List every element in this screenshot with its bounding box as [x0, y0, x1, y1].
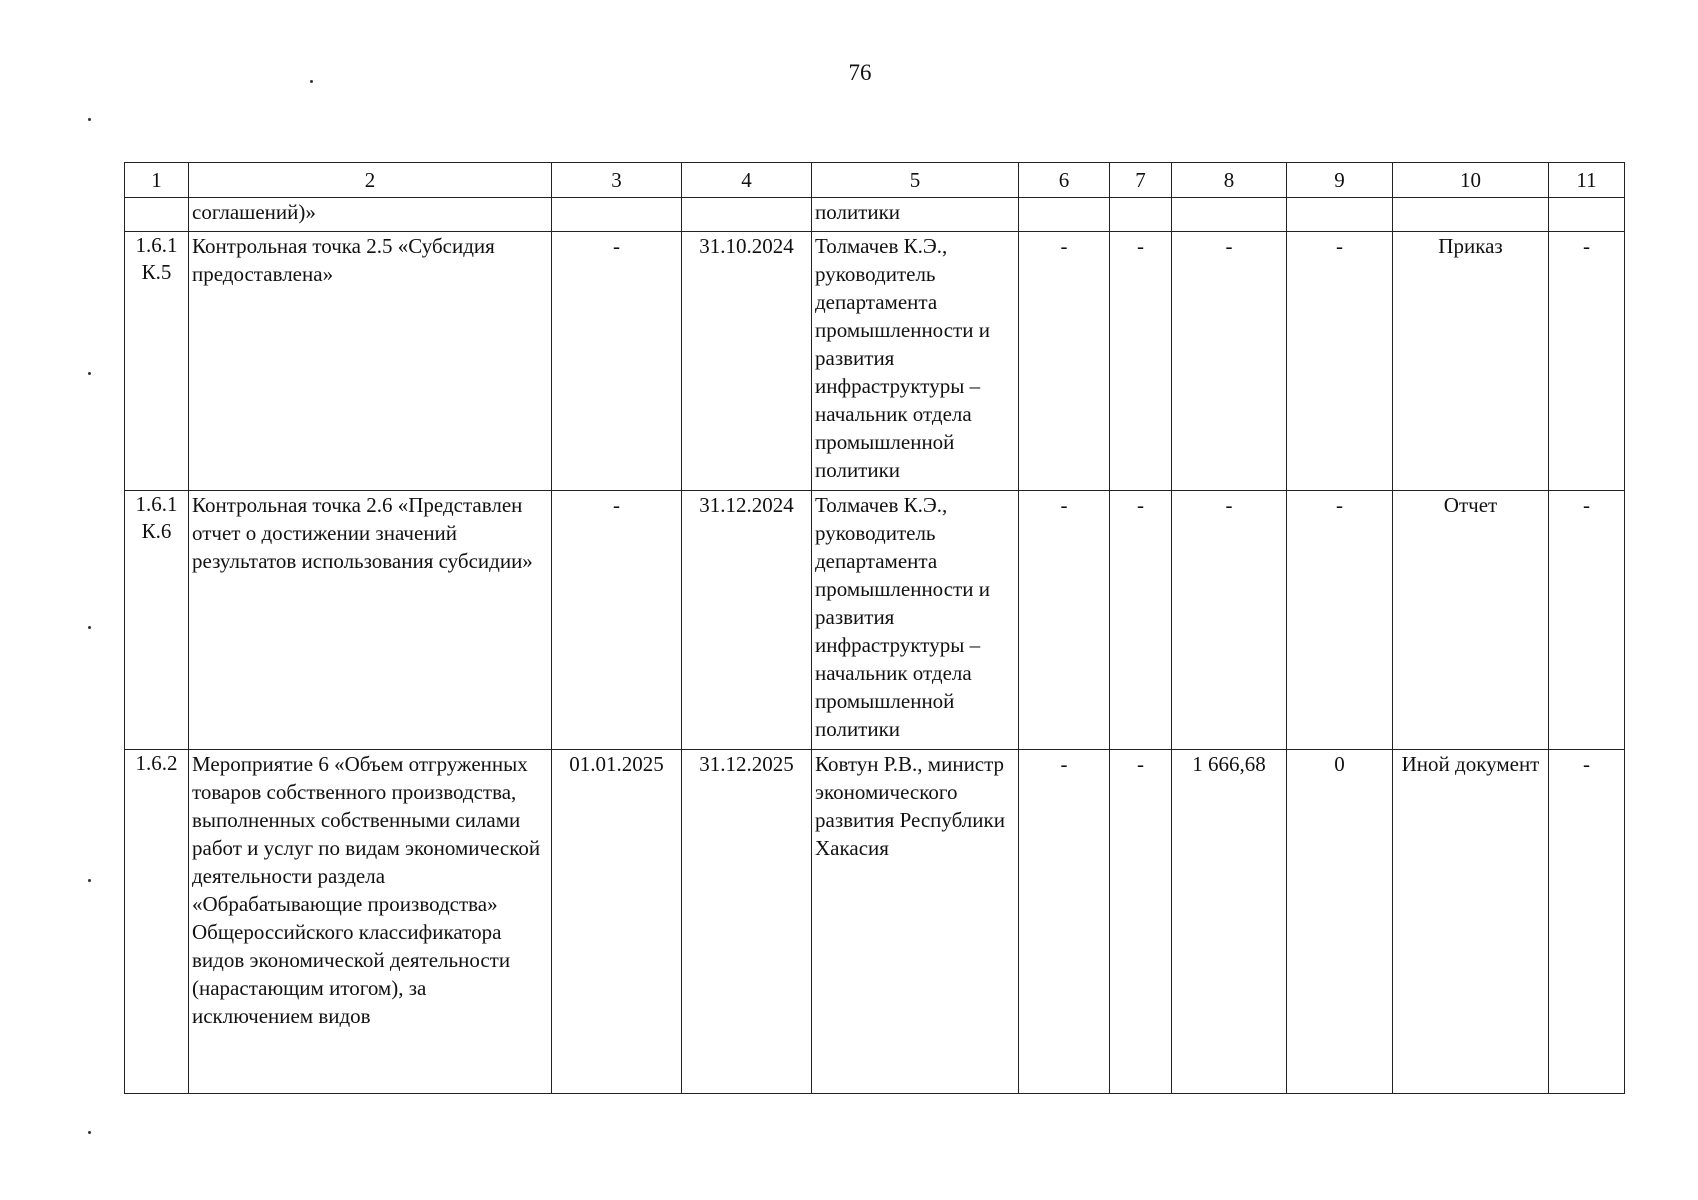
table-row — [125, 198, 1625, 232]
plan-table — [124, 162, 1625, 1094]
col-6-value — [1019, 198, 1110, 232]
row-description: Контрольная точка 2.6 «Представлен отчет о достижении значений результатов использования субсидии» — [189, 491, 552, 750]
scan-speck — [88, 372, 91, 375]
scan-speck — [88, 626, 91, 629]
document-type: Отчет — [1393, 491, 1549, 750]
responsible: Толмачев К.Э., руководитель департамента промышленности и развития инфраструктуры – начальник отдела промышленной политики — [812, 491, 1019, 750]
col-6-value: - — [1019, 232, 1110, 491]
row-number — [125, 198, 189, 232]
header-col-4: 4 — [682, 163, 812, 198]
end-date: 31.10.2024 — [682, 232, 812, 491]
header-col-5: 5 — [812, 163, 1019, 198]
responsible: политики — [812, 198, 1019, 232]
start-date: 01.01.2025 — [552, 750, 682, 1094]
col-7-value — [1110, 198, 1172, 232]
end-date — [682, 198, 812, 232]
table-row — [125, 750, 1625, 1094]
col-8-value: 1 666,68 — [1172, 750, 1287, 1094]
col-8-value: - — [1172, 491, 1287, 750]
document-type — [1393, 198, 1549, 232]
responsible: Ковтун Р.В., министр экономического развития Республики Хакасия — [812, 750, 1019, 1094]
end-date: 31.12.2025 — [682, 750, 812, 1094]
header-col-6: 6 — [1019, 163, 1110, 198]
header-col-11: 11 — [1549, 163, 1625, 198]
scan-speck — [88, 1131, 91, 1134]
col-8-value: - — [1172, 232, 1287, 491]
table-row — [125, 232, 1625, 491]
header-col-9: 9 — [1287, 163, 1393, 198]
col-9-value — [1287, 198, 1393, 232]
scan-speck — [88, 879, 91, 882]
header-col-8: 8 — [1172, 163, 1287, 198]
header-col-10: 10 — [1393, 163, 1549, 198]
col-7-value: - — [1110, 750, 1172, 1094]
header-col-7: 7 — [1110, 163, 1172, 198]
col-7-value: - — [1110, 232, 1172, 491]
col-9-value: - — [1287, 232, 1393, 491]
responsible: Толмачев К.Э., руководитель департамента промышленности и развития инфраструктуры – начальник отдела промышленной политики — [812, 232, 1019, 491]
col-7-value: - — [1110, 491, 1172, 750]
page-number: 76 — [848, 60, 872, 85]
row-number: 1.6.1 К.5 — [125, 232, 189, 491]
col-6-value: - — [1019, 491, 1110, 750]
scan-speck — [88, 118, 91, 121]
row-number: 1.6.1 К.6 — [125, 491, 189, 750]
col-11-value: - — [1549, 750, 1625, 1094]
scan-speck — [310, 80, 313, 83]
table-row — [125, 491, 1625, 750]
header-col-2: 2 — [189, 163, 552, 198]
header-col-1: 1 — [125, 163, 189, 198]
end-date: 31.12.2024 — [682, 491, 812, 750]
start-date: - — [552, 232, 682, 491]
row-description: Мероприятие 6 «Объем отгруженных товаров собственного производства, выполненных собственными силами работ и услуг по видам экономической деятельности раздела «Обрабатывающие производства» Общероссийского классификатора видов экономической деятельности (нарастающим итогом), за исключением видов — [189, 750, 552, 1094]
start-date — [552, 198, 682, 232]
col-9-value: 0 — [1287, 750, 1393, 1094]
row-description: Контрольная точка 2.5 «Субсидия предоставлена» — [189, 232, 552, 491]
document-type: Иной документ — [1393, 750, 1549, 1094]
header-col-3: 3 — [552, 163, 682, 198]
col-11-value — [1549, 198, 1625, 232]
col-8-value — [1172, 198, 1287, 232]
document-type: Приказ — [1393, 232, 1549, 491]
start-date: - — [552, 491, 682, 750]
col-9-value: - — [1287, 491, 1393, 750]
col-6-value: - — [1019, 750, 1110, 1094]
header-row — [125, 163, 1625, 198]
col-11-value: - — [1549, 232, 1625, 491]
row-number: 1.6.2 — [125, 750, 189, 1094]
col-11-value: - — [1549, 491, 1625, 750]
row-description: соглашений)» — [189, 198, 552, 232]
